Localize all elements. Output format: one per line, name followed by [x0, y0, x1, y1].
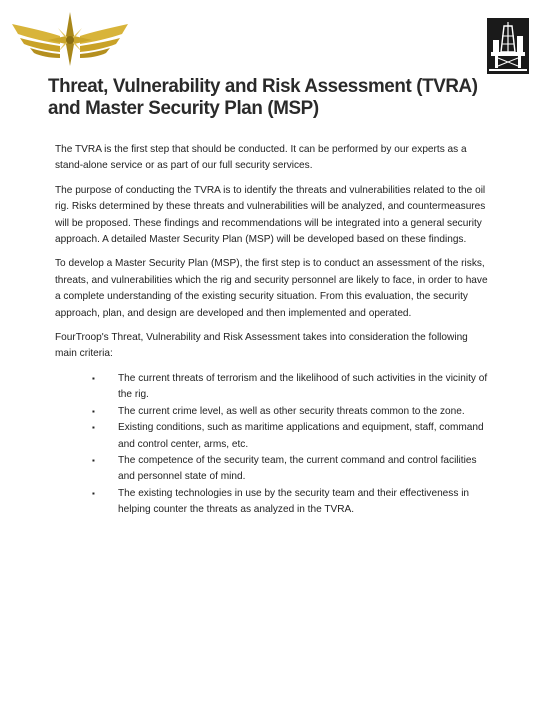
- title-line-2: and Master Security Plan (MSP): [48, 96, 319, 119]
- oil-rig-logo: [487, 18, 529, 74]
- list-item-text: The existing technologies in use by the security team and their effectiveness in helping counter the threats as analyzed in the TVRA.: [118, 487, 470, 516]
- bullet-marker: ▪: [92, 455, 95, 465]
- paragraph-msp: To develop a Master Security Plan (MSP), the first step is to conduct an assessment of the risks, threats, and vulnerabilities which the rig and security personnel are likely to face, in order to have a complete understanding of the existing security situation. From this evaluation, the security approach, plan, and design are developed and then implemented and operated.: [55, 258, 488, 319]
- paragraph-purpose: The purpose of conducting the TVRA is to identify the threats and vulnerabilities related to the oil rig. Risks determined by these threats and vulnerabilities will be analyzed, and countermeasures will be proposed. These findings and recommendations will be integrated into a general security approach. A detailed Master Security Plan (MSP) will be developed based on these findings.: [55, 184, 486, 246]
- document-body: [55, 142, 490, 519]
- list-item-text: The current threats of terrorism and the likelihood of such activities in the vicinity of the rig.: [118, 372, 488, 401]
- criteria-list: [55, 371, 490, 519]
- list-item: [55, 486, 490, 519]
- list-item: [55, 371, 490, 404]
- paragraph-intro: The TVRA is the first step that should be conducted. It can be performed by our experts as a stand-alone service or as part of our full security services.: [55, 144, 467, 172]
- bullet-marker: ▪: [92, 373, 95, 383]
- bullet-marker: ▪: [92, 423, 95, 433]
- list-item: [55, 420, 490, 453]
- bullet-marker: ▪: [92, 406, 95, 416]
- list-item-text: The competence of the security team, the current command and control facilities and personnel state of mind.: [118, 454, 477, 483]
- list-item: [55, 404, 490, 420]
- document-title: [48, 76, 490, 119]
- list-item: [55, 453, 490, 486]
- winged-compass-emblem: [8, 8, 132, 70]
- list-item-text: The current crime level, as well as other security threats common to the zone.: [118, 405, 465, 417]
- paragraph-criteria-intro: FourTroop's Threat, Vulnerability and Risk Assessment takes into consideration the following main criteria:: [55, 332, 468, 360]
- list-item-text: Existing conditions, such as maritime applications and equipment, staff, command and control center, arms, etc.: [118, 422, 484, 450]
- bullet-marker: ▪: [92, 488, 95, 498]
- title-line-1: Threat, Vulnerability and Risk Assessment (TVRA): [48, 75, 478, 97]
